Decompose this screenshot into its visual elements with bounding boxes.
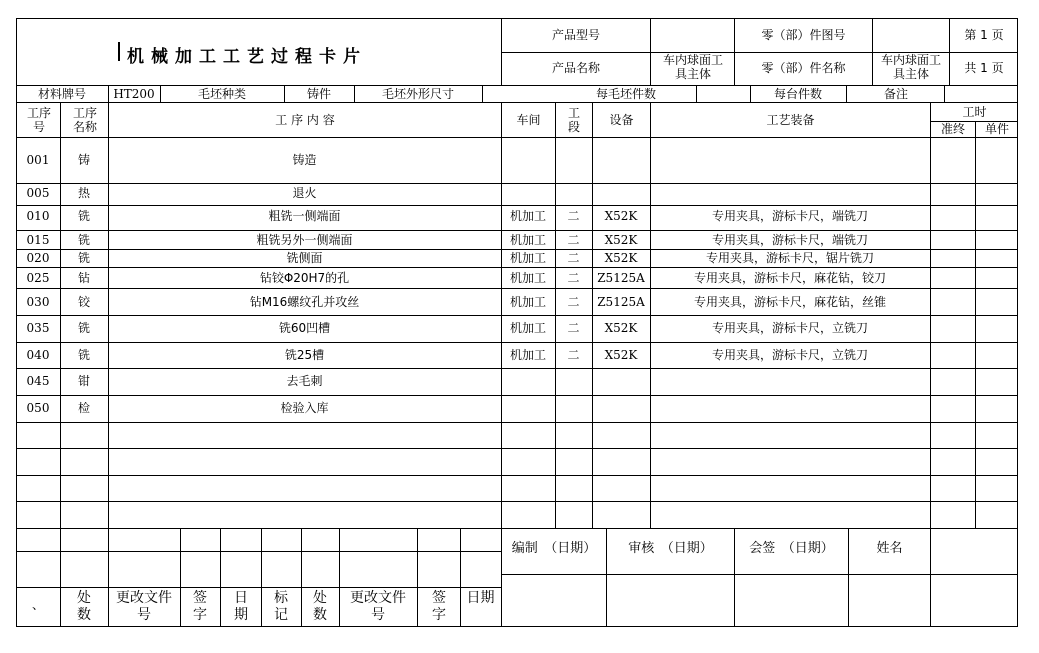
op-name: 铣 (77, 348, 90, 362)
op-section: 二 (567, 233, 580, 247)
op-equipment: Z5125A (597, 295, 645, 309)
footer-date-2: 日期 (466, 590, 495, 606)
op-equipment: X52K (604, 348, 638, 362)
op-equipment: X52K (604, 321, 638, 335)
footer-v (460, 528, 461, 626)
row-line (16, 368, 1018, 369)
mat-v8 (846, 85, 847, 103)
product-name-value: 车内球面工具主体 (662, 53, 723, 81)
name-label: 姓名 (876, 541, 903, 556)
blank-size-label: 毛坯外形尺寸 (381, 87, 454, 101)
op-tooling: 专用夹具，游标卡尺，麻花钻，铰刀 (693, 271, 886, 285)
op-content: 铣侧面 (286, 251, 323, 265)
footer-v (220, 528, 221, 626)
row-line (16, 315, 1018, 316)
op-name: 铣 (77, 321, 90, 335)
op-content: 铸造 (292, 153, 317, 167)
review-label: 审核 （日期） (628, 541, 713, 556)
row-line (16, 288, 1018, 289)
part-no-label: 零（部）件图号 (761, 28, 846, 42)
op-tooling: 专用夹具，游标卡尺，锯片铣刀 (705, 251, 874, 265)
header-bottom-line (16, 85, 1018, 86)
border-top (16, 18, 1018, 19)
op-name: 铰 (77, 295, 90, 309)
col-line (592, 102, 593, 528)
col-line (108, 102, 109, 626)
op-tooling: 专用夹具，游标卡尺，麻花钻，丝锥 (693, 295, 886, 309)
row-line (16, 249, 1018, 250)
col-line (975, 121, 976, 528)
op-equipment: X52K (604, 251, 638, 265)
op-section: 二 (567, 209, 580, 223)
op-no: 015 (26, 233, 50, 247)
op-tooling: 专用夹具，游标卡尺，端铣刀 (711, 209, 868, 223)
op-no: 050 (26, 401, 50, 415)
col-line (60, 102, 61, 626)
card-title: 机械加工工艺过程卡片 (127, 47, 367, 67)
op-content: 钻M16螺纹孔并攻丝 (249, 295, 360, 309)
mat-v6 (696, 85, 697, 103)
op-section: 二 (567, 348, 580, 362)
op-content: 检验入库 (280, 401, 329, 415)
op-name: 热 (77, 186, 90, 200)
row-line (16, 395, 1018, 396)
op-section: 二 (567, 295, 580, 309)
op-section: 二 (567, 271, 580, 285)
compile-label: 编制 （日期） (511, 541, 597, 556)
col-op-name: 工序名称 (72, 106, 97, 134)
footer-count-2: 处数 (313, 590, 327, 623)
op-equipment: X52K (604, 209, 638, 223)
op-content: 钻铰Φ20H7的孔 (259, 271, 350, 285)
op-name: 钳 (77, 374, 90, 388)
mat-v5 (482, 85, 483, 103)
op-workshop: 机加工 (509, 271, 546, 285)
material-label: 材料牌号 (37, 87, 86, 101)
col-op-content: 工 序 内 容 (275, 113, 335, 127)
per-blank-label: 每毛坯件数 (595, 87, 656, 101)
op-tooling: 专用夹具，游标卡尺，立铣刀 (711, 321, 868, 335)
op-tooling: 专用夹具，游标卡尺，端铣刀 (711, 233, 868, 247)
footer-count-1: 处数 (77, 590, 91, 623)
remark-label: 备注 (883, 87, 908, 101)
page-total: 共 1 页 (964, 61, 1004, 75)
op-workshop: 机加工 (509, 348, 546, 362)
footer-v (301, 528, 302, 626)
op-no: 040 (26, 348, 50, 362)
op-name: 铸 (77, 153, 90, 167)
row-line (16, 475, 1018, 476)
col-section: 工段 (568, 106, 581, 134)
footer-mark-2: 标记 (274, 590, 288, 623)
row-line (16, 528, 1018, 529)
product-name-label: 产品名称 (551, 61, 600, 75)
col-workshop: 车间 (516, 113, 541, 127)
op-no: 001 (26, 153, 50, 167)
material-row-line (16, 102, 1018, 103)
op-workshop: 机加工 (509, 321, 546, 335)
op-content: 铣60凹槽 (278, 321, 331, 335)
op-no: 010 (26, 209, 50, 223)
row-line (16, 183, 1018, 184)
col-unit-time: 单件 (984, 122, 1009, 136)
op-name: 检 (77, 401, 90, 415)
footer-line (501, 574, 1018, 575)
blank-type-value: 铸件 (306, 87, 331, 101)
col-line (930, 102, 931, 626)
col-line (555, 102, 556, 528)
footer-line (16, 587, 502, 588)
op-workshop: 机加工 (509, 233, 546, 247)
border-bottom (16, 626, 1018, 627)
op-name: 铣 (77, 251, 90, 265)
op-section: 二 (567, 251, 580, 265)
col-time: 工时 (962, 105, 987, 119)
row-line (16, 448, 1018, 449)
col-prep-time: 准终 (940, 122, 965, 136)
footer-v (417, 528, 418, 626)
op-name: 铣 (77, 209, 90, 223)
per-unit-label: 每台件数 (773, 87, 822, 101)
op-content: 去毛刺 (286, 374, 323, 388)
col-tooling: 工艺装备 (766, 113, 815, 127)
countersign-label: 会签 （日期） (749, 541, 834, 556)
hdr-v2 (650, 18, 651, 86)
op-no: 020 (26, 251, 50, 265)
op-content: 退火 (292, 186, 317, 200)
row-line (16, 267, 1018, 268)
footer-date-1: 日期 (234, 590, 248, 623)
row-line (16, 230, 1018, 231)
process-card (16, 18, 1018, 627)
op-tooling: 专用夹具，游标卡尺，立铣刀 (711, 348, 868, 362)
row-line (16, 422, 1018, 423)
op-no: 005 (26, 186, 50, 200)
page-number: 第 1 页 (964, 28, 1004, 42)
op-workshop: 机加工 (509, 251, 546, 265)
hdr-v4 (872, 18, 873, 86)
part-name-value: 车内球面工具主体 (880, 53, 941, 81)
mat-v9 (944, 85, 945, 103)
row-line (16, 501, 1018, 502)
row-line (16, 342, 1018, 343)
footer-v (261, 528, 262, 626)
op-section: 二 (567, 321, 580, 335)
footer-mark: 、 (31, 598, 44, 612)
op-equipment: X52K (604, 233, 638, 247)
col-op-no: 工序号 (26, 106, 51, 134)
op-workshop: 机加工 (509, 295, 546, 309)
op-content: 铣25槽 (284, 348, 325, 362)
op-no: 035 (26, 321, 50, 335)
blank-type-label: 毛坯种类 (197, 87, 246, 101)
op-workshop: 机加工 (509, 209, 546, 223)
op-content: 粗铣一侧端面 (268, 209, 341, 223)
footer-sign-2: 签字 (432, 590, 446, 623)
op-name: 钻 (77, 271, 90, 285)
footer-v (180, 528, 181, 626)
material-value: HT200 (113, 87, 155, 101)
footer-line (16, 551, 502, 552)
footer-doc-1: 更改文件号 (116, 590, 172, 623)
op-equipment: Z5125A (597, 271, 645, 285)
op-no: 025 (26, 271, 50, 285)
col-equipment: 设备 (609, 113, 634, 127)
op-content: 粗铣另外一侧端面 (256, 233, 353, 247)
col-line (650, 102, 651, 528)
footer-doc-2: 更改文件号 (350, 590, 406, 623)
column-head-line (16, 137, 1018, 138)
row-line (16, 205, 1018, 206)
op-name: 铣 (77, 233, 90, 247)
op-no: 030 (26, 295, 50, 309)
product-model-label: 产品型号 (551, 28, 600, 42)
title-bar-mark (118, 42, 120, 61)
footer-sign-1: 签字 (193, 590, 207, 623)
part-name-label: 零（部）件名称 (761, 61, 846, 75)
footer-v (339, 528, 340, 626)
op-no: 045 (26, 374, 50, 388)
